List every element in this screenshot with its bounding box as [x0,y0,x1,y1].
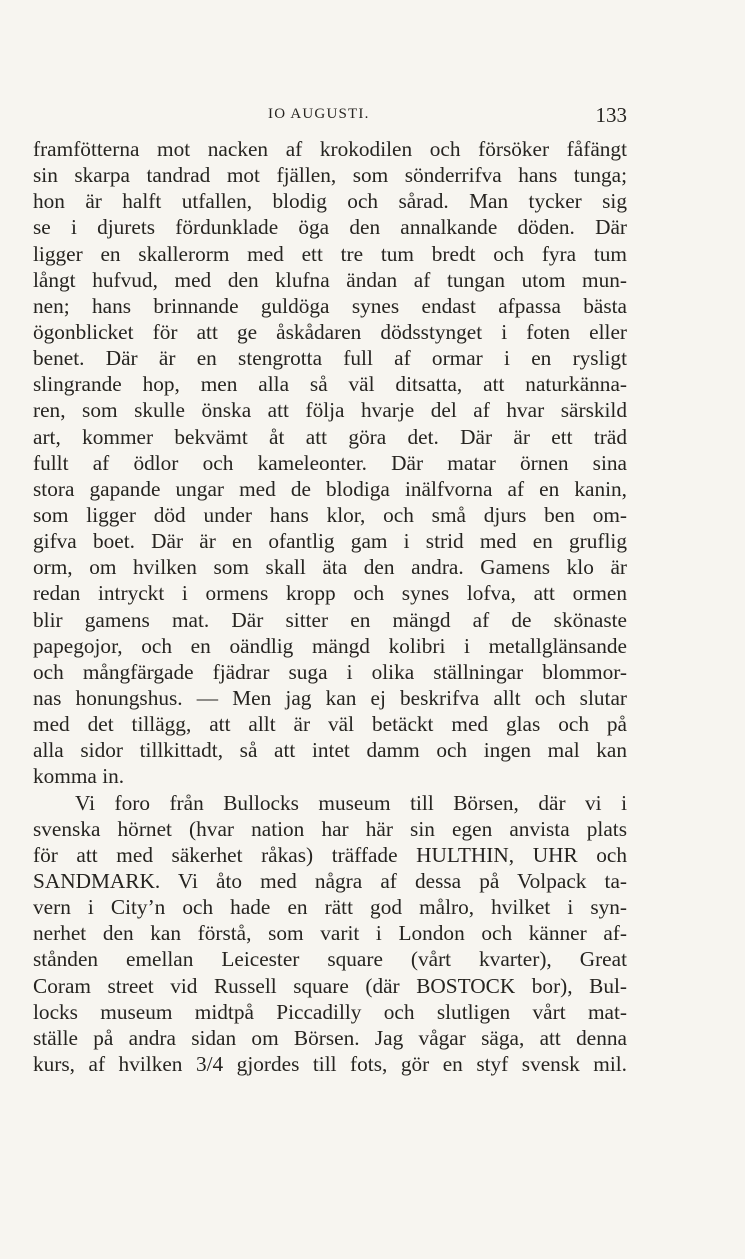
text-line: gifva boet. Där är en ofantlig gam i strid med en gruflig [33,529,627,554]
text-line: som ligger död under hans klor, och små djurs ben om- [33,502,627,527]
text-line: stånden emellan Leicester square (vårt kvarter), Great [33,947,627,972]
text-line: och mångfärgade fjädrar suga i olika ställningar blommor- [33,659,627,684]
text-line: alla sidor tillkittadt, så att intet damm och ingen mal kan [33,738,627,763]
text-line: orm, om hvilken som skall äta den andra. Gamens klo är [33,555,627,580]
text-line: vern i City’n och hade en rätt god målro, hvilket i syn- [33,895,627,920]
text-line: ögonblicket för att ge åskådaren dödsstynget i foten eller [33,319,627,344]
text-line: långt hufvud, med den klufna ändan af tungan utom mun- [33,267,627,292]
text-line: kurs, af hvilken 3/4 gjordes till fots, gör en styf svensk mil. [33,1051,627,1076]
text-line: benet. Där är en stengrotta full af ormar i en rysligt [33,346,627,371]
text-line: med det tillägg, att allt är väl betäckt med glas och på [33,712,627,737]
text-line: svenska hörnet (hvar nation har här sin egen anvista plats [33,816,627,841]
text-line: komma in. [33,764,125,789]
text-line: ligger en skallerorm med ett tre tum bredt och fyra tum [33,241,627,266]
text-line: papegojor, och en oändlig mängd kolibri i metallglänsande [33,633,627,658]
text-line: se i djurets fördunklade öga den annalkande döden. Där [33,215,627,240]
text-line: nen; hans brinnande guldöga synes endast afpassa bästa [33,293,627,318]
running-title: IO AUGUSTI. [268,106,370,122]
text-line: art, kommer bekvämt åt att göra det. Där är ett träd [33,424,627,449]
text-line: fullt af ödlor och kameleonter. Där matar örnen sina [33,450,627,475]
text-line: hon är halft utfallen, blodig och sårad. Man tycker sig [33,189,627,214]
text-line: sin skarpa tandrad mot fjällen, som sönderrifva hans tunga; [33,163,627,188]
text-line: blir gamens mat. Där sitter en mängd af de skönaste [33,607,627,632]
page-number: 133 [595,103,627,127]
text-line: Coram street vid Russell square (där BOSTOCK bor), Bul- [33,973,627,998]
text-line: för att med säkerhet råkas) träffade HULTHIN, UHR och [33,842,627,867]
text-line: nerhet den kan förstå, som varit i London och känner af- [33,921,627,946]
text-line: ställe på andra sidan om Börsen. Jag vågar säga, att denna [33,1025,627,1050]
text-line: SANDMARK. Vi åto med några af dessa på Volpack ta- [33,868,627,893]
text-line: redan intryckt i ormens kropp och synes lofva, att ormen [33,581,627,606]
text-line: nas honungshus. — Men jag kan ej beskrifva allt och slutar [33,685,627,710]
running-head [0,101,745,127]
text-line: stora gapande ungar med de blodiga inälfvorna af en kanin, [33,476,627,501]
text-line: ren, som skulle önska att följa hvarje del af hvar särskild [33,398,627,423]
text-line: framfötterna mot nacken af krokodilen och försöker fåfängt [33,137,627,161]
body-text [33,136,627,1077]
text-line: locks museum midtpå Piccadilly och slutligen vårt mat- [33,999,627,1024]
text-line: Vi foro från Bullocks museum till Börsen, där vi i [75,790,627,815]
text-line: slingrande hop, men alla så väl ditsatta, att naturkänna- [33,372,627,397]
